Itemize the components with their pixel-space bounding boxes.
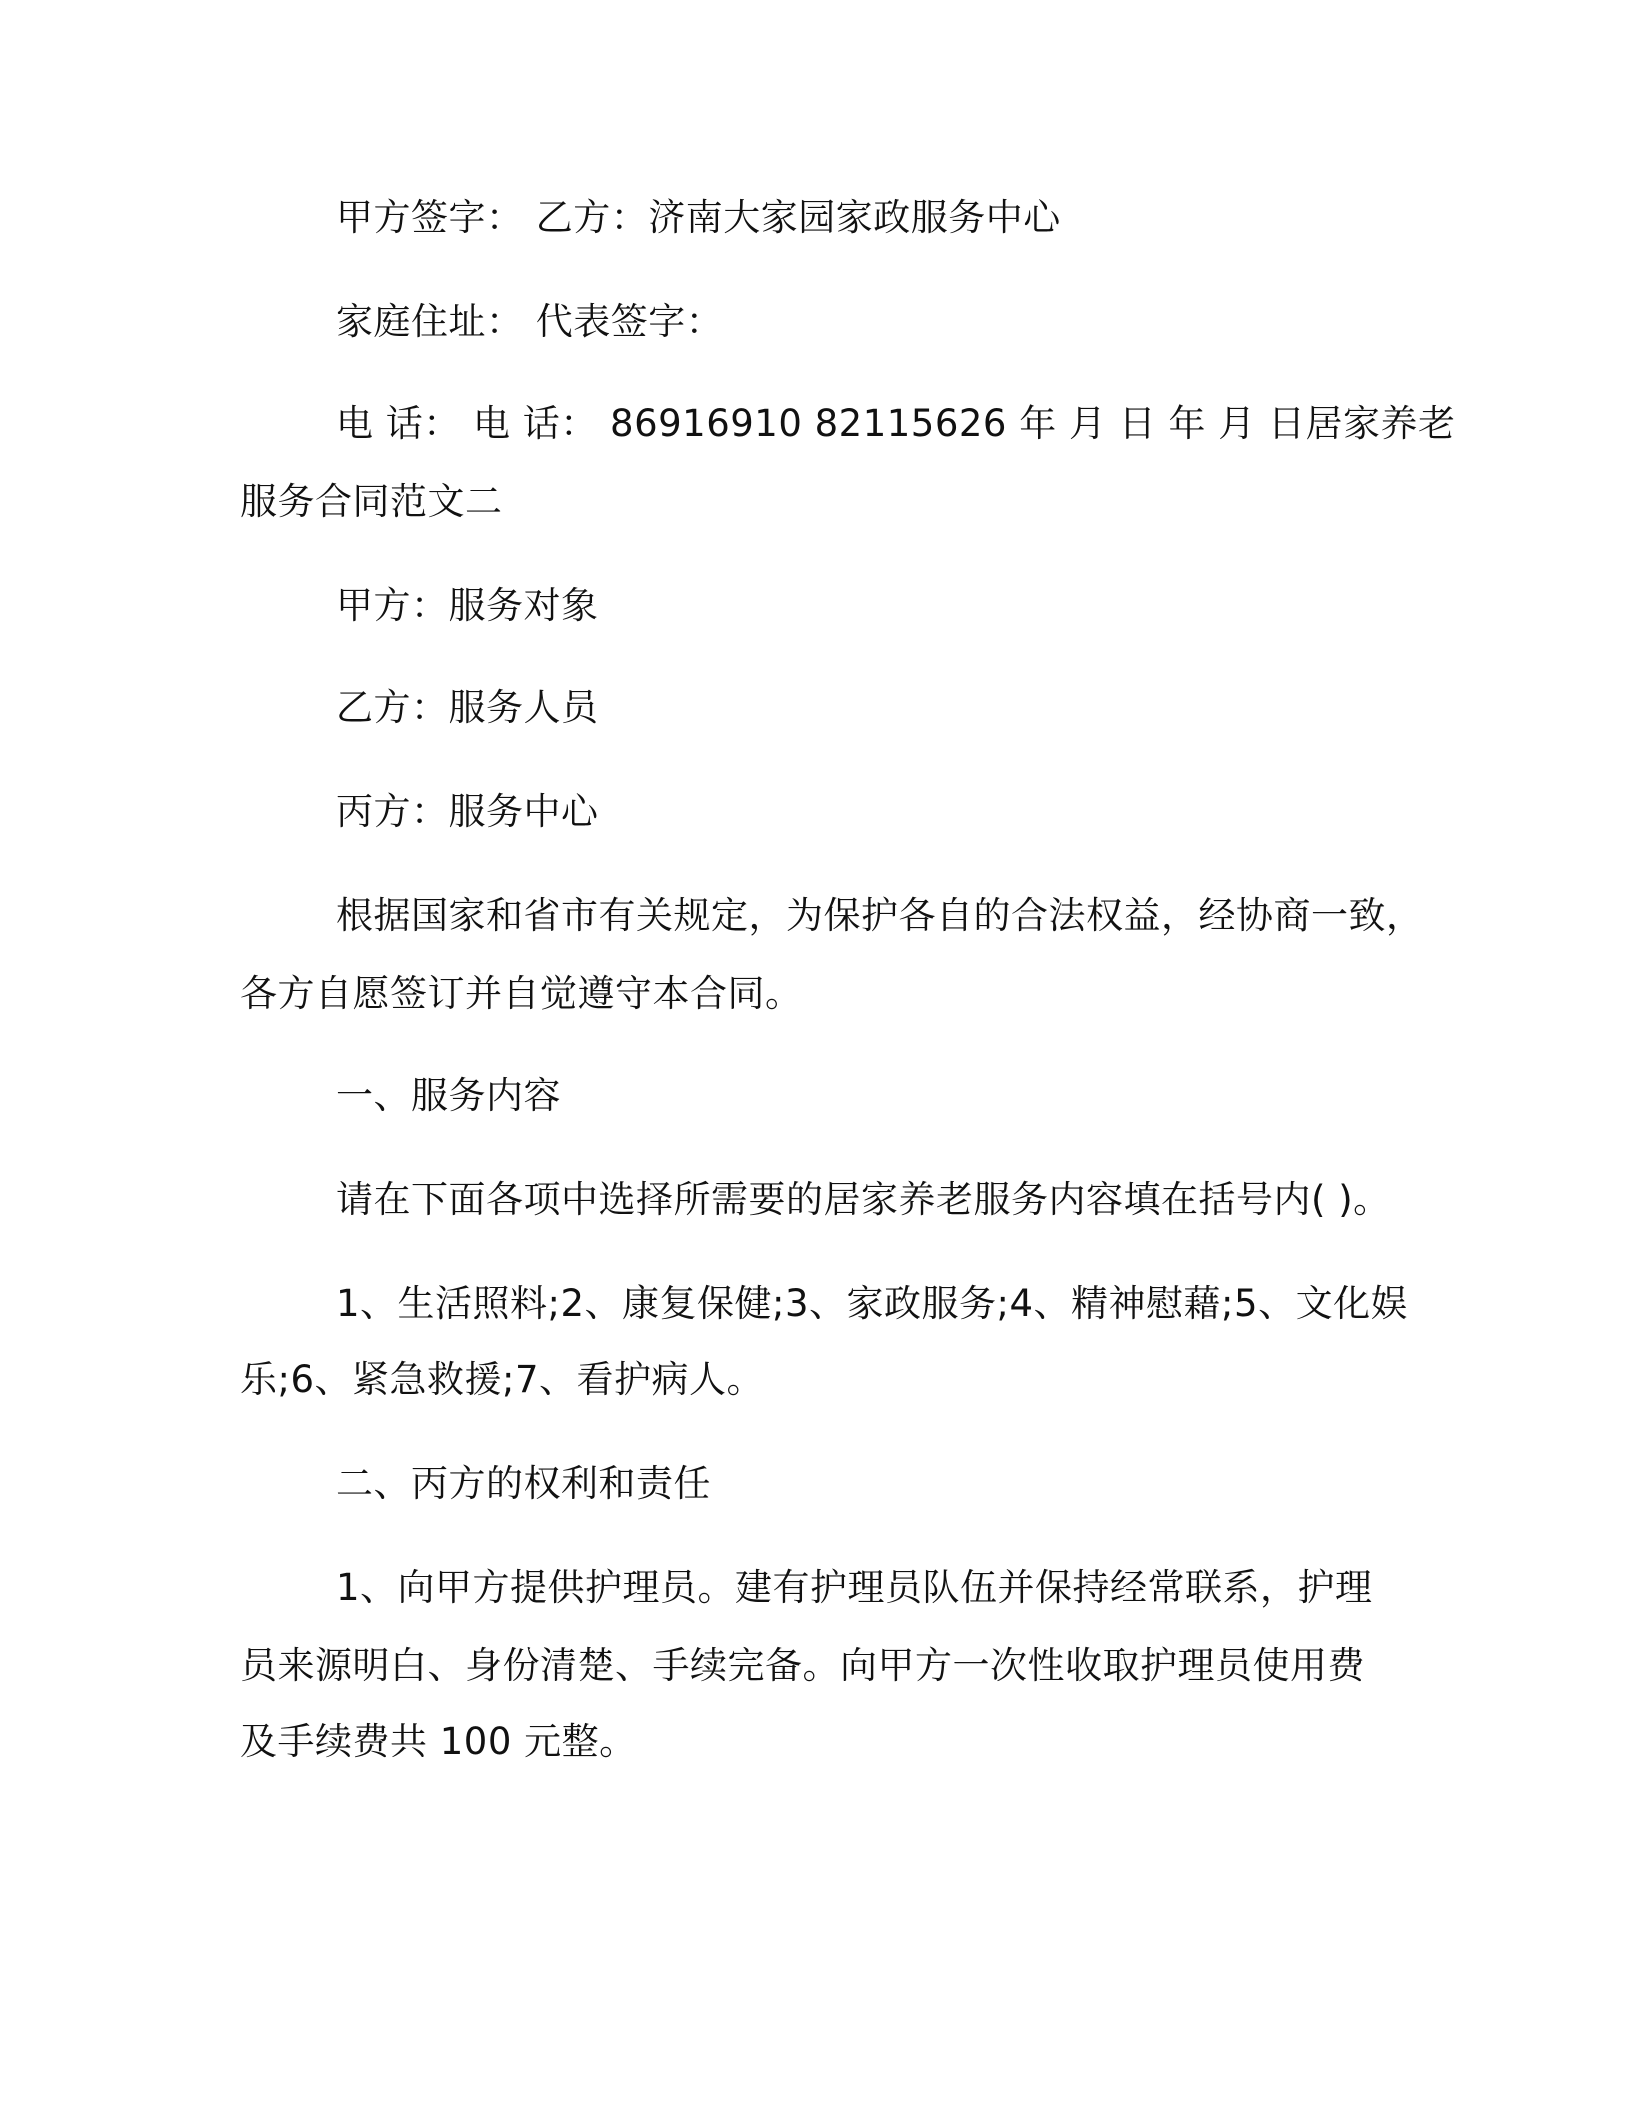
address-line: 家庭住址： 代表签字： bbox=[336, 300, 724, 343]
clause-1-line-2: 员来源明白、身份清楚、手续完备。向甲方一次性收取护理员使用费 bbox=[240, 1644, 1365, 1687]
phone-line: 电 话： 电 话： 86916910 82115626 年 月 日 年 月 日居家养老 bbox=[336, 402, 1456, 445]
party-a-line: 甲方：服务对象 bbox=[336, 584, 599, 627]
service-list-line-1: 1、生活照料;2、康复保健;3、家政服务;4、精神慰藉;5、文化娱 bbox=[336, 1282, 1409, 1325]
party-b-line: 乙方：服务人员 bbox=[336, 686, 599, 729]
clause-1-line-3: 及手续费共 100 元整。 bbox=[240, 1720, 637, 1763]
party-c-line: 丙方：服务中心 bbox=[336, 790, 599, 833]
preamble-line-2: 各方自愿签订并自觉遵守本合同。 bbox=[240, 972, 803, 1015]
party-a-signature-line: 甲方签字： 乙方：济南大家园家政服务中心 bbox=[336, 196, 1061, 239]
service-list-line-2: 乐;6、紧急救援;7、看护病人。 bbox=[240, 1358, 765, 1401]
clause-1-line-1: 1、向甲方提供护理员。建有护理员队伍并保持经常联系，护理 bbox=[336, 1566, 1373, 1609]
service-instruction-line: 请在下面各项中选择所需要的居家养老服务内容填在括号内( )。 bbox=[336, 1178, 1391, 1221]
contract-title-line: 服务合同范文二 bbox=[240, 480, 503, 523]
section-heading-1: 一、服务内容 bbox=[336, 1074, 561, 1117]
preamble-line-1: 根据国家和省市有关规定，为保护各自的合法权益，经协商一致， bbox=[336, 894, 1424, 937]
section-heading-2: 二、丙方的权利和责任 bbox=[336, 1462, 711, 1505]
